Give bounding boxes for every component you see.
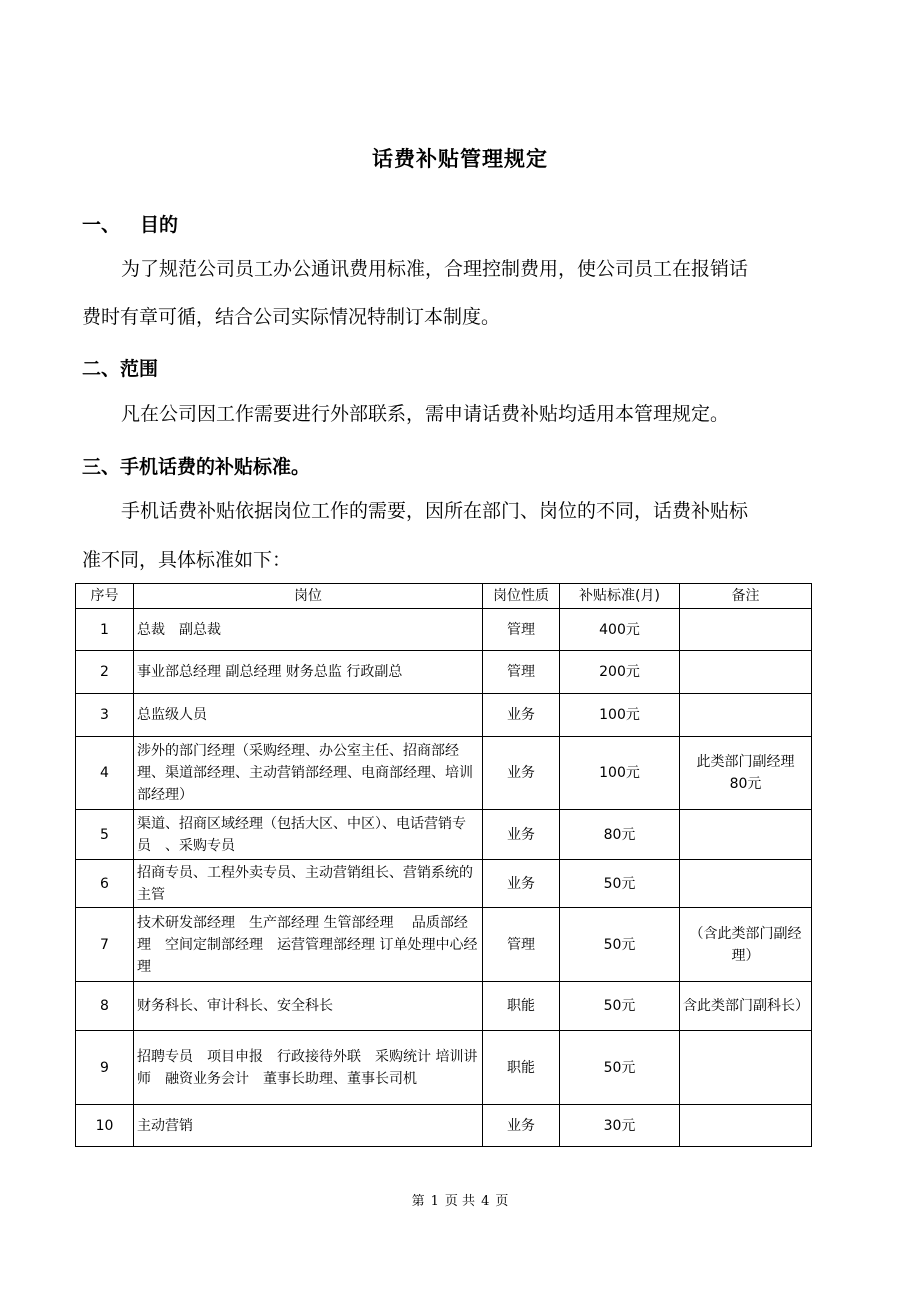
table-row — [76, 694, 812, 737]
cell-no: 5 — [76, 810, 134, 860]
footer-page-number: 1 — [430, 1194, 439, 1209]
paragraph-line: 费时有章可循，结合公司实际情况特制订本制度。 — [82, 306, 501, 328]
table-row — [76, 651, 812, 694]
cell-note: （含此类部门副经理） — [680, 908, 812, 982]
section-number: 一、 — [82, 214, 121, 236]
cell-standard: 30元 — [560, 1105, 680, 1147]
cell-no: 1 — [76, 609, 134, 651]
cell-nature: 管理 — [483, 651, 560, 694]
table-row — [76, 1105, 812, 1147]
cell-standard: 50元 — [560, 860, 680, 908]
header-nature: 岗位性质 — [483, 584, 560, 609]
footer-prefix: 第 — [411, 1194, 425, 1209]
cell-position: 技术研发部经理 生产部经理 生管部经理 品质部经理 空间定制部经理 运营管理部经理 订单处理中心经理 — [134, 908, 483, 982]
cell-position: 财务科长、审计科长、安全科长 — [134, 982, 483, 1031]
cell-position: 涉外的部门经理（采购经理、办公室主任、招商部经理、渠道部经理、主动营销部经理、电商部经理、培训部经理） — [134, 737, 483, 810]
cell-note — [680, 810, 812, 860]
page-title: 话费补贴管理规定 — [372, 147, 548, 171]
cell-note — [680, 1105, 812, 1147]
cell-note — [680, 860, 812, 908]
cell-position: 总裁 副总裁 — [134, 609, 483, 651]
section-number: 二、 — [82, 358, 121, 380]
cell-nature: 管理 — [483, 908, 560, 982]
table-row — [76, 609, 812, 651]
cell-no: 10 — [76, 1105, 134, 1147]
cell-nature: 业务 — [483, 860, 560, 908]
cell-no: 6 — [76, 860, 134, 908]
cell-position: 渠道、招商区域经理（包括大区、中区）、电话营销专员 、采购专员 — [134, 810, 483, 860]
cell-note — [680, 694, 812, 737]
cell-no: 7 — [76, 908, 134, 982]
cell-nature: 业务 — [483, 694, 560, 737]
table-row — [76, 860, 812, 908]
cell-no: 2 — [76, 651, 134, 694]
cell-position: 招聘专员 项目申报 行政接待外联 采购统计 培训讲师 融资业务会计 董事长助理、董事长司机 — [134, 1031, 483, 1105]
paragraph-line: 手机话费补贴依据岗位工作的需要，因所在部门、岗位的不同，话费补贴标 — [121, 500, 749, 522]
section-heading-standard — [82, 452, 310, 479]
cell-standard: 200元 — [560, 651, 680, 694]
header-no: 序号 — [76, 584, 134, 609]
cell-standard: 100元 — [560, 694, 680, 737]
cell-nature: 管理 — [483, 609, 560, 651]
cell-nature: 职能 — [483, 982, 560, 1031]
header-note: 备注 — [680, 584, 812, 609]
cell-no: 9 — [76, 1031, 134, 1105]
cell-no: 3 — [76, 694, 134, 737]
cell-no: 8 — [76, 982, 134, 1031]
footer-total-pages: 4 — [481, 1194, 490, 1209]
cell-position: 主动营销 — [134, 1105, 483, 1147]
table-row — [76, 908, 812, 982]
section-title: 手机话费的补贴标准。 — [120, 456, 311, 478]
cell-nature: 业务 — [483, 1105, 560, 1147]
section-number: 三、 — [82, 456, 121, 478]
page-footer — [0, 1190, 920, 1209]
cell-standard: 100元 — [560, 737, 680, 810]
cell-standard: 80元 — [560, 810, 680, 860]
cell-note — [680, 651, 812, 694]
cell-position: 事业部总经理 副总经理 财务总监 行政副总 — [134, 651, 483, 694]
table-row — [76, 982, 812, 1031]
subsidy-standard-table — [75, 583, 812, 1147]
cell-nature: 职能 — [483, 1031, 560, 1105]
footer-mid: 页 共 — [444, 1194, 476, 1209]
paragraph-line: 凡在公司因工作需要进行外部联系，需申请话费补贴均适用本管理规定。 — [121, 403, 730, 425]
cell-note — [680, 1031, 812, 1105]
section-heading-purpose — [82, 210, 178, 237]
cell-note — [680, 609, 812, 651]
footer-suffix: 页 — [495, 1194, 509, 1209]
cell-standard: 50元 — [560, 982, 680, 1031]
cell-position: 招商专员、工程外卖专员、主动营销组长、营销系统的主管 — [134, 860, 483, 908]
table-header-row — [76, 584, 812, 609]
cell-nature: 业务 — [483, 810, 560, 860]
paragraph-line: 准不同，具体标准如下： — [82, 549, 292, 571]
section-title: 目的 — [140, 214, 179, 236]
cell-standard: 400元 — [560, 609, 680, 651]
cell-standard: 50元 — [560, 1031, 680, 1105]
cell-standard: 50元 — [560, 908, 680, 982]
cell-note: 含此类部门副科长） — [680, 982, 812, 1031]
header-position: 岗位 — [134, 584, 483, 609]
table-row — [76, 1031, 812, 1105]
cell-no: 4 — [76, 737, 134, 810]
cell-nature: 业务 — [483, 737, 560, 810]
table-row — [76, 737, 812, 810]
table-row — [76, 810, 812, 860]
cell-note: 此类部门副经理 80元 — [680, 737, 812, 810]
paragraph-line: 为了规范公司员工办公通讯费用标准，合理控制费用，使公司员工在报销话 — [121, 258, 749, 280]
section-heading-scope — [82, 354, 158, 381]
cell-position: 总监级人员 — [134, 694, 483, 737]
header-standard: 补贴标准(月) — [560, 584, 680, 609]
section-title: 范围 — [120, 358, 159, 380]
